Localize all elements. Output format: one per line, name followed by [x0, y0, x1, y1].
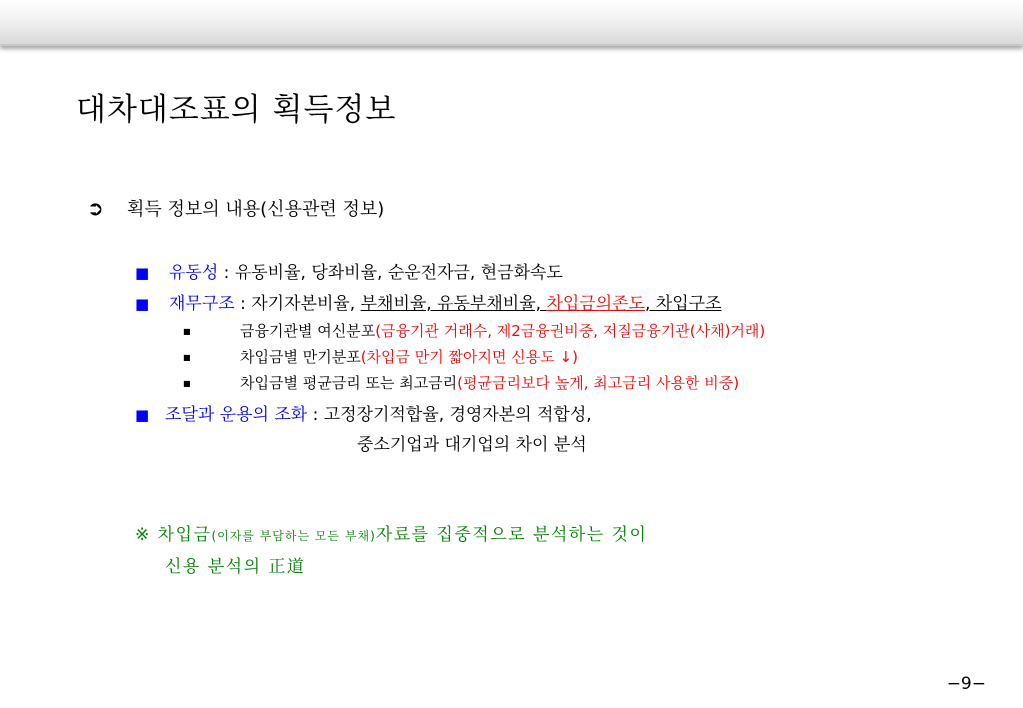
page-number: −9− — [946, 674, 986, 694]
item-text: 유동비율, 당좌비율, 순운전자금, 현금화속도 — [234, 263, 563, 283]
level1-text: 획득 정보의 내용(신용관련 정보) — [127, 199, 385, 220]
item-label: 조달과 운용의 조화 — [165, 405, 308, 425]
note-paren: (이자를 부담하는 모든 부채) — [211, 529, 376, 543]
square-bullet-icon: ■ — [135, 264, 150, 282]
item-text-part4: , — [644, 294, 656, 314]
sub-item-text: 차입금별 평균금리 또는 최고금리 — [240, 374, 458, 392]
sub-item-text: 차입금별 만기분포 — [240, 348, 361, 366]
sub-item-note: (평균금리보다 높게, 최고금리 사용한 비중) — [457, 374, 740, 392]
sub-item-note: (차입금 만기 짧아지면 신용도 ↓) — [360, 348, 578, 366]
sub-item — [183, 320, 765, 341]
sub-item-text: 금융기관별 여신분포 — [240, 322, 376, 340]
note-word: 차입금 — [157, 525, 212, 545]
item-separator: : — [218, 263, 235, 283]
list-item-harmony — [135, 400, 592, 425]
small-square-bullet-icon: ■ — [183, 379, 191, 388]
note-line2-text: 신용 분석의 — [165, 557, 269, 577]
sub-item-note: (금융기관 거래수, 제2금융권비중, 저질금융기관(사채)거래) — [375, 322, 766, 340]
page-title: 대차대조표의 획득정보 — [76, 92, 397, 128]
item-label: 재무구조 — [169, 294, 235, 314]
note-line1 — [135, 520, 647, 545]
header-bar — [0, 0, 1023, 46]
small-square-bullet-icon: ■ — [183, 327, 191, 336]
note-mark: ※ — [135, 525, 151, 545]
note-rest: 자료를 집중적으로 분석하는 것이 — [375, 525, 648, 545]
item-label: 유동성 — [169, 263, 219, 283]
item-text-part2: 부채비율, 유동부채비율, — [360, 294, 547, 314]
item-separator: : — [307, 405, 324, 425]
sub-item — [183, 372, 739, 393]
circled-arrow-icon: ➲ — [87, 196, 104, 220]
sub-item — [183, 346, 578, 367]
note-line2-emphasis: 正道 — [268, 557, 306, 577]
item-separator: : — [234, 294, 252, 314]
level1-item — [87, 195, 384, 221]
list-item-harmony-line2: 중소기업과 대기업의 차이 분석 — [357, 435, 587, 455]
small-square-bullet-icon: ■ — [183, 353, 191, 362]
list-item-structure — [135, 289, 722, 314]
square-bullet-icon: ■ — [135, 295, 150, 313]
item-text: 고정장기적합율, 경영자본의 적합성, — [323, 405, 592, 425]
item-text-part1: 자기자본비율, — [251, 294, 361, 314]
square-bullet-icon: ■ — [135, 406, 150, 424]
note-line2 — [165, 552, 305, 577]
item-text-part3: 차입금의존도 — [546, 294, 645, 314]
item-text-part5: 차입구조 — [655, 294, 722, 314]
list-item-liquidity — [135, 258, 563, 283]
